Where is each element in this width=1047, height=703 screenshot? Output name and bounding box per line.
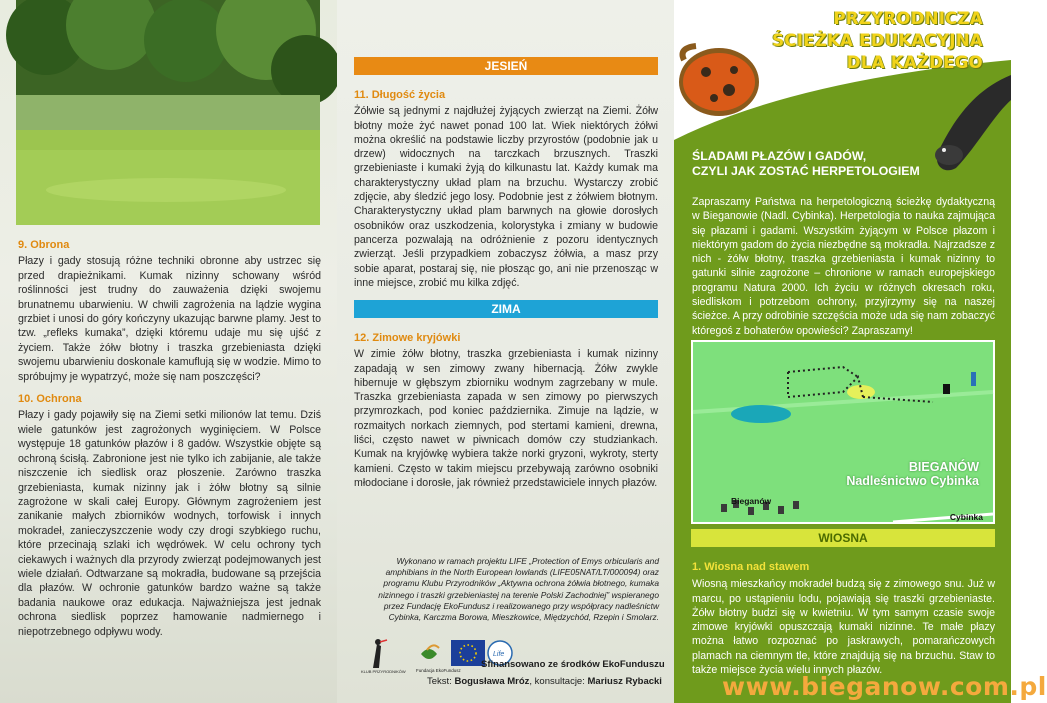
- left-text: [18, 238, 321, 643]
- stork-logo-icon: [373, 639, 387, 668]
- title-line-3: DLA KAŻDEGO: [846, 53, 983, 72]
- subtitle-line-1: ŚLADAMI PŁAZÓW I GADÓW,: [692, 149, 867, 163]
- section-1-heading: 1. Wiosna nad stawem: [692, 561, 810, 573]
- ekofundusz-logo-icon: [421, 645, 439, 659]
- map-road-label: Cybinka: [949, 512, 983, 522]
- cover-header: [674, 0, 1011, 185]
- winter-bar: ZIMA: [354, 300, 658, 318]
- author-text: Bogusława Mróz: [454, 676, 530, 687]
- title-line-2: ŚCIEŻKA EDUKACYJNA: [772, 31, 983, 50]
- section-12-body: W zimie żółw błotny, traszka grzebieniasta i kumak nizinny zapadają w sen zimowy zwany hibernacją. Żółw zwykle hibernuje w głębszym zbiorniku wodnym zagrzebany w mule. Traszka grzebieniasta zapada w sen zimowy po pierwszych przymrozkach, pod koniec października. Zimuje na lądzie, w rozmaitych norkach ziemnych, pod stertami kamieni, drewna, liści, często nawet w piwnicach domów czy studziankach. Kumak na kryjówkę wybiera także norki gryzoni, wykroty, sterty kamieni. Często w takim miejscu przebywają zarówno osobniki młodociane i dorosłe, jak również przedstawiciele innych płazów.: [354, 348, 658, 489]
- section-9-heading: 9. Obrona: [18, 239, 70, 251]
- subtitle-line-2: CZYLI JAK ZOSTAĆ HERPETOLOGIEM: [692, 164, 920, 178]
- autumn-section: [354, 57, 658, 290]
- map-place-label: BIEGANÓW Nadleśnictwo Cybinka: [846, 460, 979, 488]
- author-consult: Mariusz Rybacki: [587, 676, 662, 687]
- pond-west: [731, 405, 791, 423]
- section-10-heading: 10. Ochrona: [18, 393, 82, 406]
- section-12-heading: 12. Zimowe kryjówki: [354, 332, 461, 344]
- sponsor-note: Sfinansowano ze środków EkoFunduszu: [481, 659, 665, 670]
- project-credits: Wykonano w ramach projektu LIFE „Protection of Emys orbicularis and amphibians in the North European lowlands (LIFE05NAT/LT/000094) oraz programu Klubu Przyrodników „Aktywna ochrona żółwia błotnego, kumaka nizinnego i traszki grzebieniastej na terenie Polski Zachodniej” wspieranego przez Fundację EkoFundusz i realizowanego przy współpracy nadleśnictw Cybinka, Karczma Borowa, Mieszkowice, Międzychód, Rzepin i Smolarz.: [378, 556, 659, 623]
- right-panel: [674, 0, 1047, 703]
- title-line-1: PRZYRODNICZA: [833, 9, 983, 28]
- club-logo-label: KLUB PRZYRODNIKÓW: [361, 669, 406, 674]
- intro-text: Zapraszamy Państwa na herpetologiczną ścieżkę dydaktyczną w Bieganowie (Nadl. Cybinka). Herpetologia to nauka zajmująca się płazami i gadami. Wszystkim żyjącym w Polsce płazom i niektórym gadom do życia niezbędne są mokradła. Najrzadsze z nich - żółw błotny, traszka grzebieniasta i kumak nizinny to gatunki silnie zagrożone – chronione w ramach europejskiego programu Natura 2000. Ich życiu w różnych okresach roku, siedliskom i potrzebom ochrony, przyjrzymy się na naszej ścieżce. A przy odrobinie szczęścia może uda się nam zobaczyć któregoś z bohaterów opowieści? Zapraszamy!: [692, 196, 995, 337]
- info-board-icon: [971, 372, 976, 386]
- middle-panel: [337, 0, 674, 703]
- brochure-subtitle: [692, 149, 920, 179]
- winter-section: [354, 300, 658, 490]
- section-11-body: Żółwie są jednymi z najdłużej żyjących zwierząt na Ziemi. Żółw błotny może żyć nawet ponad 100 lat. Wiek niektórych żółwi można określić na podstawie liczby przyrostów (podobnie jak u drzew) widocznych na tarczkach brzusznych. Traszki grzebieniaste i kumaki żyją do kilkunastu lat. Każdy kumak ma charakterystyczny układ plam na brzuchu. Wystarczy zrobić zdjęcie, aby śledzić jego losy. Podobnie jest z żółwiem błotnym. Charakterystyczny układ plam barwnych na głowie dorosłych osobników oraz uszkodzenia, kolorystyka i zmiany w budowie pancerza pozwalają na odróżnienie z pozoru identycznych zwierząt. Jeśli przypadkiem zobaczysz żółwia, a masz przy sobie aparat, postaraj się, nie płosząc go, ani nie przenosząc w inne miejsce, zrobić mu kilka zdjęć.: [354, 105, 658, 289]
- spring-bar: WIOSNA: [691, 529, 995, 547]
- life-logo-label: Life: [493, 651, 505, 658]
- section-10-body: Płazy i gady pojawiły się na Ziemi setki milionów lat temu. Dziś wiele gatunków jest zagrożonych wyginięciem. W Polsce występuje 18 gatunków płazów i 8 gadów. Wszystkie objęte są ochroną ścisłą. Zabronione jest nie tylko ich zabijanie, ale także niszczenie ich siedlisk oraz płoszenie. Zarówno traszka grzebieniasta, kumak nizinny jak i żółw błotny są silnie zagrożone w skali całej Europy. Głównym zagrożeniem jest zanikanie małych zbiorników wodnych, torfowisk i innych mokradeł, zanieczyszczenie wody czy drogi szybkiego ruchu, które przecinają szlaki ich wędrówek. W celu ochrony tych ciekawych i ważnych dla przyrody zwierząt podejmowanych jest wiele działań. Odtwarzane są mokradła, budowane są przejścia dla płazów. W ochronie gatunków bardzo ważne są także badania naukowe oraz edukacja. Najważniejsza jest jednak ochrona siedlisk poprzez hamowanie nadmiernego i niepotrzebnego odpływu wody.: [18, 409, 321, 638]
- pond-photo: [16, 0, 320, 225]
- left-panel: [0, 0, 337, 703]
- building-icon: [943, 384, 950, 394]
- section-9-body: Płazy i gady stosują różne techniki obronne aby ustrzec się przed drapieżnikami. Kumak nizinny schowany wśród roślinności jest trudny do zauważenia dzięki swojemu brunatnemu ubarwieniu. W chwili zagrożenia na lądzie wygina grzbiet i unosi do góry kończyny ukazując barwne plamy. Jest to tzw. „refleks kumaka”, dzięki któremu udaje mu się ujść z życiem. Także żółw błotny i traszka grzebieniasta dzięki swojemu ubarwieniu doskonale kamuflują się w wodzie. Mimo to spróbujmy je wypatrzyć, może się nam poszczęści?: [18, 255, 321, 383]
- spring-section: [692, 560, 995, 677]
- section-1-body: Wiosną mieszkańcy mokradeł budzą się z zimowego snu. Już w marcu, po ustąpieniu lodu, pojawiają się traszki grzebieniaste. Żółw błotny budzi się w kwietniu. W tym samym czasie swoje zimowe kryjówki opuszczają kumaki nizinne. Te małe płazy można łatwo rozpoznać po jaskrawych, pomarańczowych plamach na ciemnym tle, które znajdują się na brzuchu. Staw to także miejsce życia wielu innych płazów.: [692, 578, 995, 677]
- trail-map: [691, 340, 995, 524]
- section-11-heading: 11. Długość życia: [354, 89, 446, 101]
- autumn-bar: JESIEŃ: [354, 57, 658, 75]
- fund-logo-label: Fundacja EkoFundusz: [416, 668, 461, 673]
- brochure-title: [772, 8, 983, 74]
- eu-flag-icon: [451, 640, 485, 666]
- website-url[interactable]: www.bieganow.com.pl: [722, 672, 1047, 701]
- authors-note: Tekst: Bogusława Mróz, konsultacje: Mariusz Rybacki: [427, 676, 662, 687]
- map-village-label: Bieganów: [731, 496, 772, 506]
